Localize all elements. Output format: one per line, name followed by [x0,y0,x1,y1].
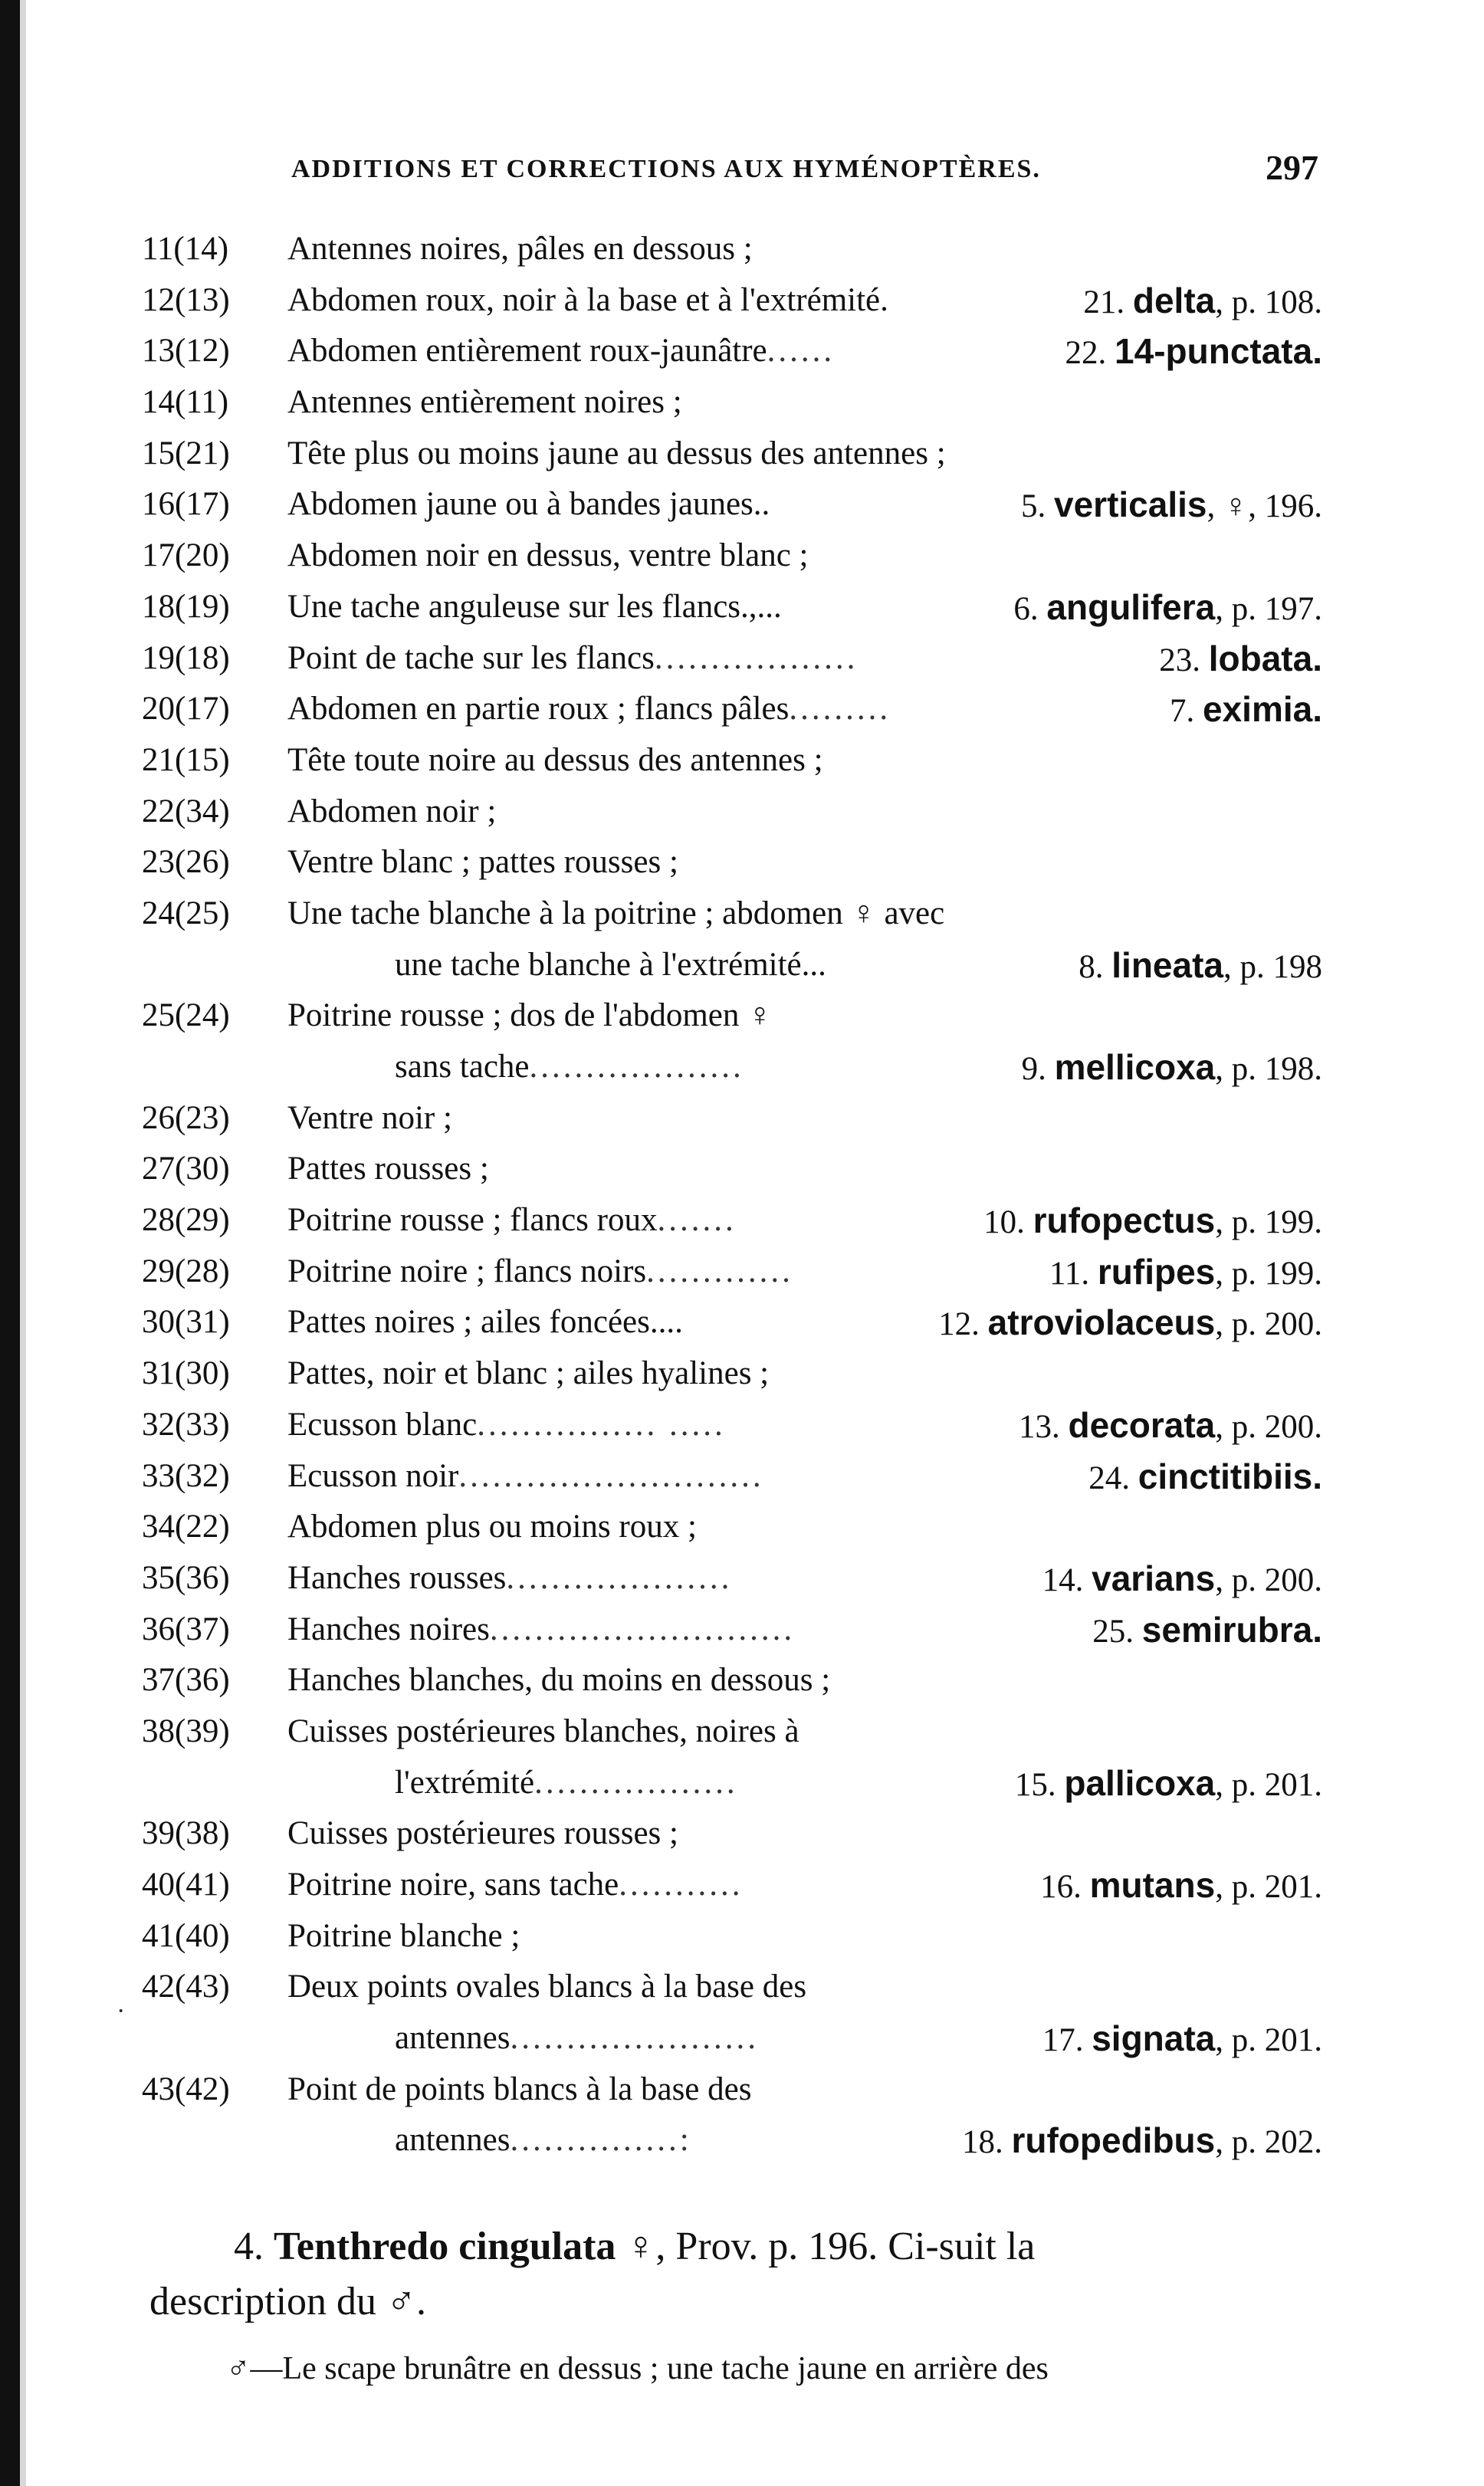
key-couplet-text: Ecusson noir........................... [287,1457,764,1494]
key-couplet-text: Antennes entièrement noires ; [287,384,682,421]
key-row [142,1093,1322,1144]
leader-dots: ...................... [510,2020,759,2057]
leader-dots: ................... [529,1049,744,1085]
page-reference: , p. 201. [1215,1766,1322,1803]
key-couplet-number: 28(29) [142,1202,230,1239]
key-row [142,1655,1322,1706]
key-couplet-number: 34(22) [142,1509,230,1545]
key-couplet-text: Tête toute noire au dessus des antennes ; [287,741,823,778]
key-result [1021,479,1322,533]
key-result [1170,684,1322,737]
species-name: varians [1092,1558,1216,1598]
key-result [1065,326,1322,379]
key-couplet-text: Une tache blanche à la poitrine ; abdomen ♀ avec [287,895,945,931]
leader-dots: .................. [534,1764,738,1801]
key-couplet-text: Hanches blanches, du moins en dessous ; [287,1662,831,1699]
species-number: 17. [1042,2022,1092,2059]
male-description-line: ♂—Le scape brunâtre en dessus ; une tache jaune en arrière des [226,2351,1049,2386]
key-result [1092,1604,1322,1658]
key-result [1013,582,1322,635]
species-number: 18. [961,2124,1012,2161]
species-number: 14. [1042,1562,1092,1598]
key-couplet-text: Poitrine rousse ; dos de l'abdomen ♀ [287,997,773,1034]
species-name: delta [1132,280,1216,320]
key-row [142,633,1322,685]
key-couplet-number: 27(30) [142,1151,230,1187]
page-number: 297 [1266,148,1318,187]
page-reference: , ♀, 196. [1207,488,1322,525]
species-number: 13. [1019,1408,1069,1445]
key-couplet-text: Pattes rousses ; [287,1151,489,1187]
key-row [142,990,1322,1042]
key-row [142,837,1322,888]
species-name: semirubra. [1141,1609,1322,1650]
key-couplet-number: 32(33) [142,1406,230,1443]
leader-dots: .................... [506,1559,733,1596]
species-name: angulifera [1046,586,1216,627]
page-reference: , p. 200. [1215,1408,1322,1445]
key-couplet-text: Poitrine noire, sans tache........... [287,1867,744,1903]
key-row [142,684,1322,735]
key-couplet-number: 31(30) [142,1355,230,1392]
key-couplet-number: 35(36) [142,1559,230,1596]
species-number: 5. [1021,488,1055,525]
key-row [142,2115,1322,2166]
species-number: 22. [1065,335,1115,372]
key-couplet-number: 36(37) [142,1611,230,1647]
key-result [1159,633,1322,687]
leader-dots: ...............: [510,2122,692,2159]
key-couplet-number: 25(24) [142,997,230,1034]
leader-dots: ....... [657,1202,737,1239]
key-couplet-text: Point de tache sur les flancs.................. [287,639,859,676]
species-name: lobata. [1208,638,1322,678]
key-result [1015,1758,1322,1811]
running-header [291,147,1318,193]
species-note-line-1 [149,2219,1322,2274]
key-couplet-number: 42(43) [142,1969,230,2005]
key-couplet-text: Pattes noires ; ailes foncées.... [287,1304,683,1341]
key-couplet-text: Ventre noir ; [287,1099,452,1136]
species-name: atroviolaceus [987,1302,1216,1343]
key-row [142,1297,1322,1348]
key-row [142,1400,1322,1451]
species-number: 24. [1088,1460,1138,1496]
species-number: 8. [1079,948,1112,985]
key-couplet-text: Hanches noires........................... [287,1611,796,1647]
species-number: 9. [1021,1051,1055,1087]
key-row [142,1808,1322,1860]
key-couplet-text: antennes...................... [395,2020,759,2057]
key-couplet-text: Abdomen plus ou moins roux ; [287,1509,697,1545]
key-couplet-number: 22(34) [142,793,230,829]
key-couplet-text: l'extrémité.................. [395,1764,738,1801]
key-result [1088,1451,1322,1505]
key-couplet-text: Ecusson blanc................ ..... [287,1406,726,1443]
key-row [142,326,1322,377]
species-name: rufopedibus [1011,2120,1216,2161]
leader-dots: ................ ..... [477,1406,726,1443]
key-couplet-text: Ventre blanc ; pattes rousses ; [287,844,678,881]
species-name: rufopectus [1033,1200,1216,1241]
species-number: 23. [1159,642,1209,678]
key-couplet-number: 21(15) [142,741,230,778]
key-result [983,1195,1322,1249]
key-row [142,2064,1322,2116]
key-row [142,429,1322,480]
leader-dots: ........... [619,1867,744,1903]
species-name: eximia. [1203,689,1322,730]
key-couplet-number: 19(18) [142,639,230,676]
species-name: decorata [1068,1404,1216,1445]
key-row [142,940,1322,991]
key-row [142,1758,1322,1809]
species-note-paragraph [149,2219,1322,2330]
key-result [962,2115,1322,2169]
species-name: verticalis [1054,484,1207,525]
page-reference: , p. 201. [1215,2022,1322,2059]
page-reference: , p. 200. [1215,1562,1322,1598]
species-name: mellicoxa [1054,1047,1216,1087]
key-row [142,275,1322,327]
key-couplet-text: Point de points blancs à la base des [287,2071,752,2107]
page-reference: , p. 108. [1215,284,1322,320]
key-row [142,1911,1322,1962]
running-title: ADDITIONS ET CORRECTIONS AUX HYMÉNOPTÈRES. [291,155,1041,183]
key-couplet-number: 37(36) [142,1662,230,1699]
species-number: 7. [1170,693,1203,730]
key-row [142,1348,1322,1400]
book-spine-shadow [0,0,20,2486]
key-couplet-number: 33(32) [142,1457,230,1494]
key-result [1049,1246,1322,1300]
key-couplet-number: 40(41) [142,1867,230,1903]
key-result [1042,1553,1322,1607]
key-row [142,735,1322,787]
species-name: mutans [1089,1865,1216,1905]
key-result [938,1297,1322,1351]
identification-key [142,224,1322,2166]
leader-dots: ...... [767,333,836,369]
key-couplet-number: 15(21) [142,435,230,471]
species-number: 16. [1040,1869,1090,1905]
species-name: signata [1092,2018,1216,2059]
key-row [142,1195,1322,1246]
page-reference: , p. 202. [1215,2124,1322,2161]
key-couplet-number: 26(23) [142,1099,230,1136]
species-name: lineata [1111,944,1223,985]
key-row [142,1042,1322,1093]
key-row [142,1451,1322,1502]
key-row [142,1553,1322,1604]
species-number: 10. [983,1204,1033,1241]
key-couplet-text: Tête plus ou moins jaune au dessus des antennes ; [287,435,946,471]
key-row [142,1962,1322,2013]
key-couplet-number: 41(40) [142,1917,230,1954]
page-reference: , p. 197. [1215,590,1322,627]
leader-dots: ............. [646,1253,793,1289]
species-number: 25. [1092,1613,1142,1650]
key-couplet-text: Abdomen roux, noir à la base et à l'extrémité. [287,281,888,318]
key-couplet-number: 16(17) [142,486,230,523]
key-couplet-text: Abdomen noir ; [287,793,497,829]
key-row [142,1860,1322,1911]
species-number: 12. [938,1306,988,1343]
species-note-reference: ♀, Prov. p. 196. Ci-suit la [625,2225,1036,2268]
key-result [1022,1042,1322,1095]
key-row [142,479,1322,530]
key-couplet-text: Hanches rousses.................... [287,1559,733,1596]
key-couplet-text: Abdomen en partie roux ; flancs pâles......... [287,691,891,727]
species-name: pallicoxa [1064,1762,1216,1803]
species-note-line-2: description du ♂. [149,2280,427,2323]
key-couplet-text: Pattes, noir et blanc ; ailes hyalines ; [287,1355,770,1392]
key-couplet-text: Cuisses postérieures blanches, noires à [287,1713,799,1749]
page-reference: , p. 199. [1215,1204,1322,1241]
key-couplet-number: 17(20) [142,537,230,574]
key-couplet-text: Deux points ovales blancs à la base des [287,1969,807,2005]
key-couplet-number: 43(42) [142,2071,230,2107]
species-number: 21. [1083,284,1133,320]
key-couplet-number: 12(13) [142,281,230,318]
key-row [142,1706,1322,1758]
page-reference: , p. 198 [1223,948,1322,985]
key-couplet-text: Poitrine noire ; flancs noirs............. [287,1253,793,1289]
key-row [142,1604,1322,1656]
key-row [142,224,1322,275]
page-reference: , p. 198. [1215,1051,1322,1087]
leader-dots: .................. [654,639,859,676]
leader-dots: ......... [789,691,891,727]
key-couplet-text: Cuisses postérieures rousses ; [287,1815,678,1852]
key-couplet-number: 38(39) [142,1713,230,1749]
book-spine-edge [20,0,26,2486]
margin-mark: · [117,1997,126,2025]
species-name: rufipes [1097,1251,1216,1292]
species-note-name: Tenthredo cingulata [274,2225,616,2268]
key-row [142,888,1322,940]
key-result [1042,2013,1322,2067]
species-number: 11. [1049,1255,1098,1292]
key-result [1083,275,1322,329]
key-couplet-text: Abdomen jaune ou à bandes jaunes.. [287,486,770,523]
key-couplet-text: Poitrine blanche ; [287,1917,520,1954]
key-row [142,1246,1322,1298]
key-row [142,582,1322,633]
key-couplet-number: 39(38) [142,1815,230,1852]
key-couplet-text: Poitrine rousse ; flancs roux....... [287,1202,737,1239]
key-couplet-text: sans tache................... [395,1049,744,1085]
species-note-number: 4. [234,2225,264,2268]
page-reference: , p. 200. [1215,1306,1322,1343]
key-row [142,1144,1322,1195]
key-result [1079,940,1322,993]
leader-dots: ........................... [458,1457,764,1494]
key-row [142,377,1322,429]
leader-dots: ........................... [489,1611,796,1647]
key-row [142,1502,1322,1553]
key-couplet-text: Abdomen noir en dessus, ventre blanc ; [287,537,809,574]
species-name: 14-punctata. [1115,331,1322,372]
page-reference: , p. 201. [1215,1869,1322,1905]
species-number: 15. [1014,1766,1065,1803]
key-couplet-text: une tache blanche à l'extrémité... [395,946,826,983]
key-couplet-number: 18(19) [142,588,230,625]
species-name: cinctitibiis. [1138,1456,1322,1496]
key-couplet-number: 30(31) [142,1304,230,1341]
key-couplet-number: 23(26) [142,844,230,881]
key-couplet-number: 14(11) [142,384,229,421]
species-number: 6. [1013,590,1047,627]
key-couplet-number: 11(14) [142,231,229,267]
key-couplet-number: 24(25) [142,895,230,931]
key-result [1019,1400,1322,1453]
key-couplet-number: 20(17) [142,691,230,727]
key-couplet-text: antennes...............: [395,2122,692,2159]
key-row [142,530,1322,582]
page-reference: , p. 199. [1215,1255,1322,1292]
key-row [142,2013,1322,2064]
key-couplet-number: 29(28) [142,1253,230,1289]
key-couplet-text: Antennes noires, pâles en dessous ; [287,231,753,267]
key-couplet-text: Abdomen entièrement roux-jaunâtre...... [287,333,836,369]
key-couplet-number: 13(12) [142,333,230,369]
key-couplet-text: Une tache anguleuse sur les flancs.,... [287,588,782,625]
key-row [142,787,1322,838]
key-result [1040,1860,1322,1913]
